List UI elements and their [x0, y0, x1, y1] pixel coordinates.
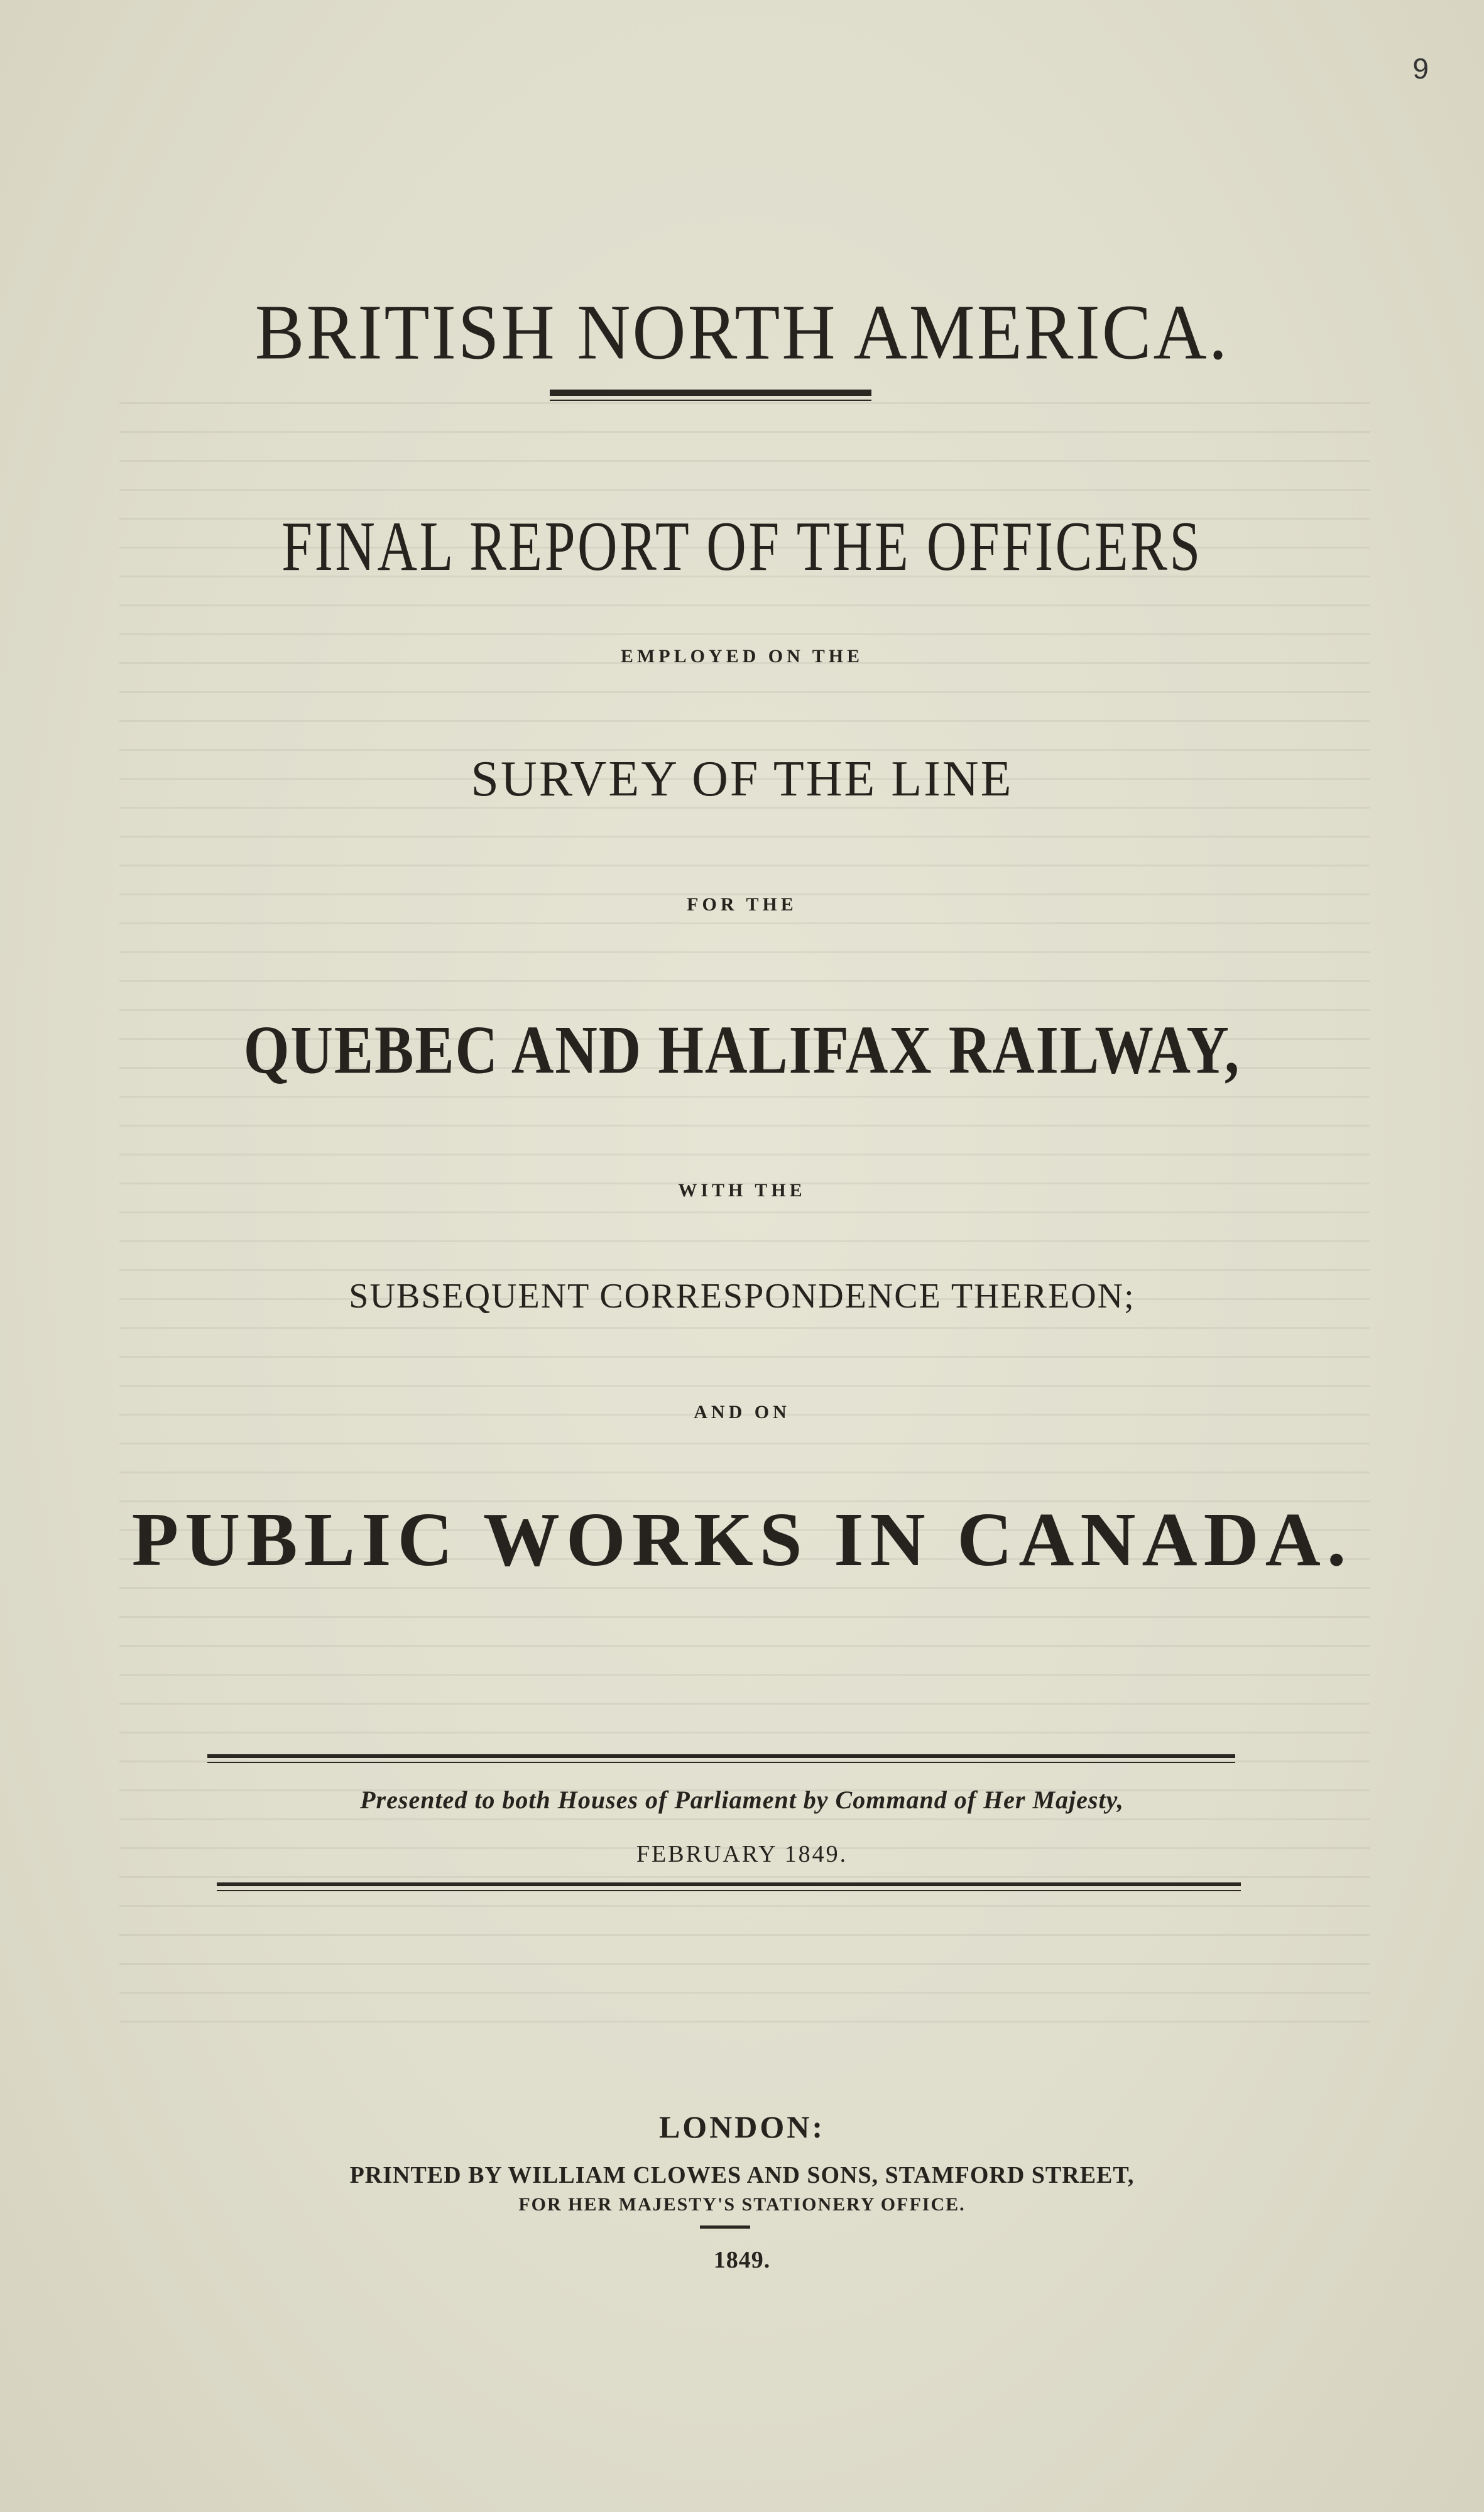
presentation-date: FEBRUARY 1849. — [636, 1841, 848, 1867]
survey-title-line: SURVEY OF THE LINE — [471, 751, 1013, 807]
presentation-rule-top-thin — [207, 1762, 1235, 1763]
heading-rule-thin — [550, 400, 871, 401]
report-title-line: FINAL REPORT OF THE OFFICERS — [281, 507, 1203, 586]
imprint-year: 1849. — [713, 2247, 771, 2273]
imprint-office: FOR HER MAJESTY'S STATIONERY OFFICE. — [518, 2194, 966, 2215]
heading-rule-thick — [550, 390, 871, 396]
page-number: 9 — [1412, 52, 1429, 85]
country-heading: BRITISH NORTH AMERICA. — [254, 288, 1230, 376]
connector-employed: EMPLOYED ON THE — [620, 646, 864, 667]
presentation-rule-bottom-thick — [217, 1882, 1241, 1886]
presentation-statement: Presented to both Houses of Parliament by Command of Her Majesty, — [360, 1786, 1124, 1814]
presentation-rule-top-thick — [207, 1754, 1235, 1758]
imprint-printer: PRINTED BY WILLIAM CLOWES AND SONS, STAMFORD STREET, — [349, 2162, 1135, 2188]
imprint-rule — [700, 2225, 750, 2229]
connector-and-on: AND ON — [694, 1402, 790, 1423]
railway-title-line: QUEBEC AND HALIFAX RAILWAY, — [243, 1012, 1241, 1088]
connector-for-the: FOR THE — [687, 894, 797, 915]
public-works-title-line: PUBLIC WORKS IN CANADA. — [131, 1497, 1353, 1582]
imprint-city: LONDON: — [658, 2109, 826, 2144]
correspondence-title-line: SUBSEQUENT CORRESPONDENCE THEREON; — [349, 1277, 1135, 1316]
connector-with-the: WITH THE — [678, 1180, 806, 1201]
presentation-rule-bottom-thin — [217, 1890, 1241, 1891]
